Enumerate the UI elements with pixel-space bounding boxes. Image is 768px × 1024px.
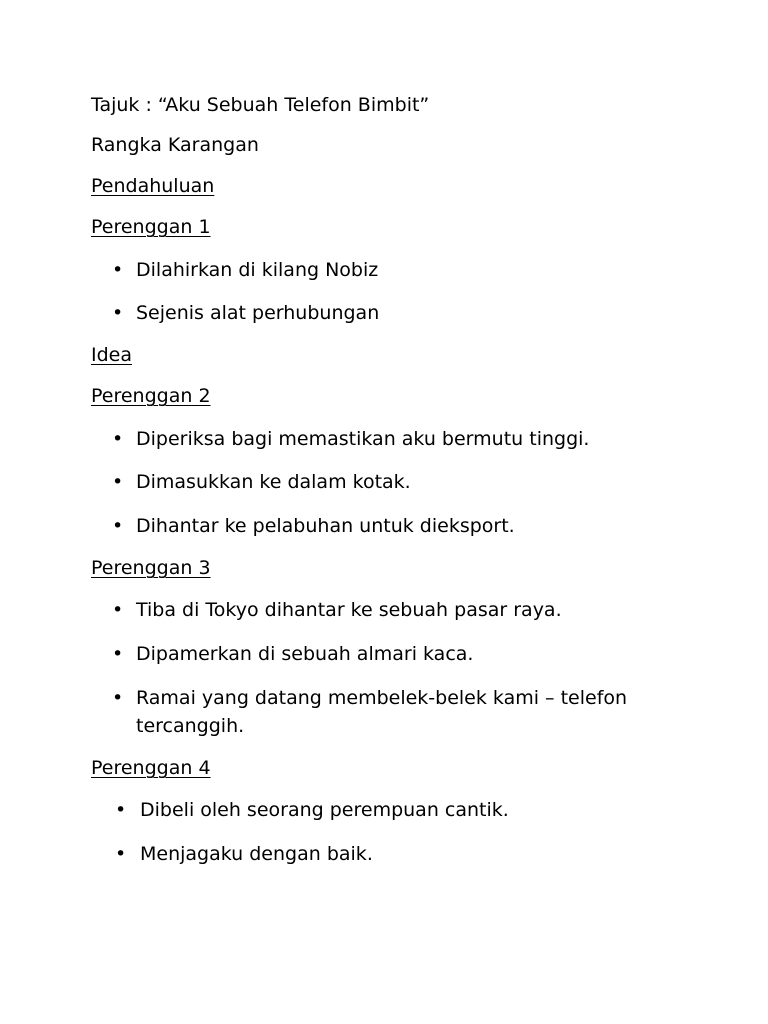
heading-perenggan-4: Perenggan 4 (91, 757, 211, 779)
list-item-text: Ramai yang datang membelek-belek kami – telefon tercanggih. (136, 687, 628, 737)
bullet-icon: • (115, 799, 127, 821)
bullet-icon: • (112, 515, 124, 537)
list-item-text: Dibeli oleh seorang perempuan cantik. (140, 799, 509, 821)
bullet-icon: • (112, 302, 124, 324)
bullet-icon: • (112, 428, 124, 450)
list-item-text: Tiba di Tokyo dihantar ke sebuah pasar raya. (136, 599, 562, 621)
list-item-text: Diperiksa bagi memastikan aku bermutu tinggi. (136, 428, 590, 450)
list-item-text: Dilahirkan di kilang Nobiz (136, 259, 379, 281)
heading-idea: Idea (91, 344, 132, 366)
bullet-icon: • (112, 599, 124, 621)
list-item-text: Dimasukkan ke dalam kotak. (136, 471, 411, 493)
heading-perenggan-1: Perenggan 1 (91, 216, 211, 238)
bullet-icon: • (112, 643, 124, 665)
bullet-icon: • (112, 687, 124, 709)
list-item-text: Sejenis alat perhubungan (136, 302, 380, 324)
heading-perenggan-2: Perenggan 2 (91, 385, 211, 407)
heading-pendahuluan: Pendahuluan (91, 175, 215, 197)
document-title: Tajuk : “Aku Sebuah Telefon Bimbit” (91, 94, 430, 116)
list-item-text: Dipamerkan di sebuah almari kaca. (136, 643, 474, 665)
list-item-text: Menjagaku dengan baik. (140, 843, 373, 865)
list-item-text: Dihantar ke pelabuhan untuk dieksport. (136, 515, 515, 537)
document-subtitle: Rangka Karangan (91, 134, 259, 156)
bullet-icon: • (112, 259, 124, 281)
heading-perenggan-3: Perenggan 3 (91, 557, 211, 579)
bullet-icon: • (115, 843, 127, 865)
bullet-icon: • (112, 471, 124, 493)
